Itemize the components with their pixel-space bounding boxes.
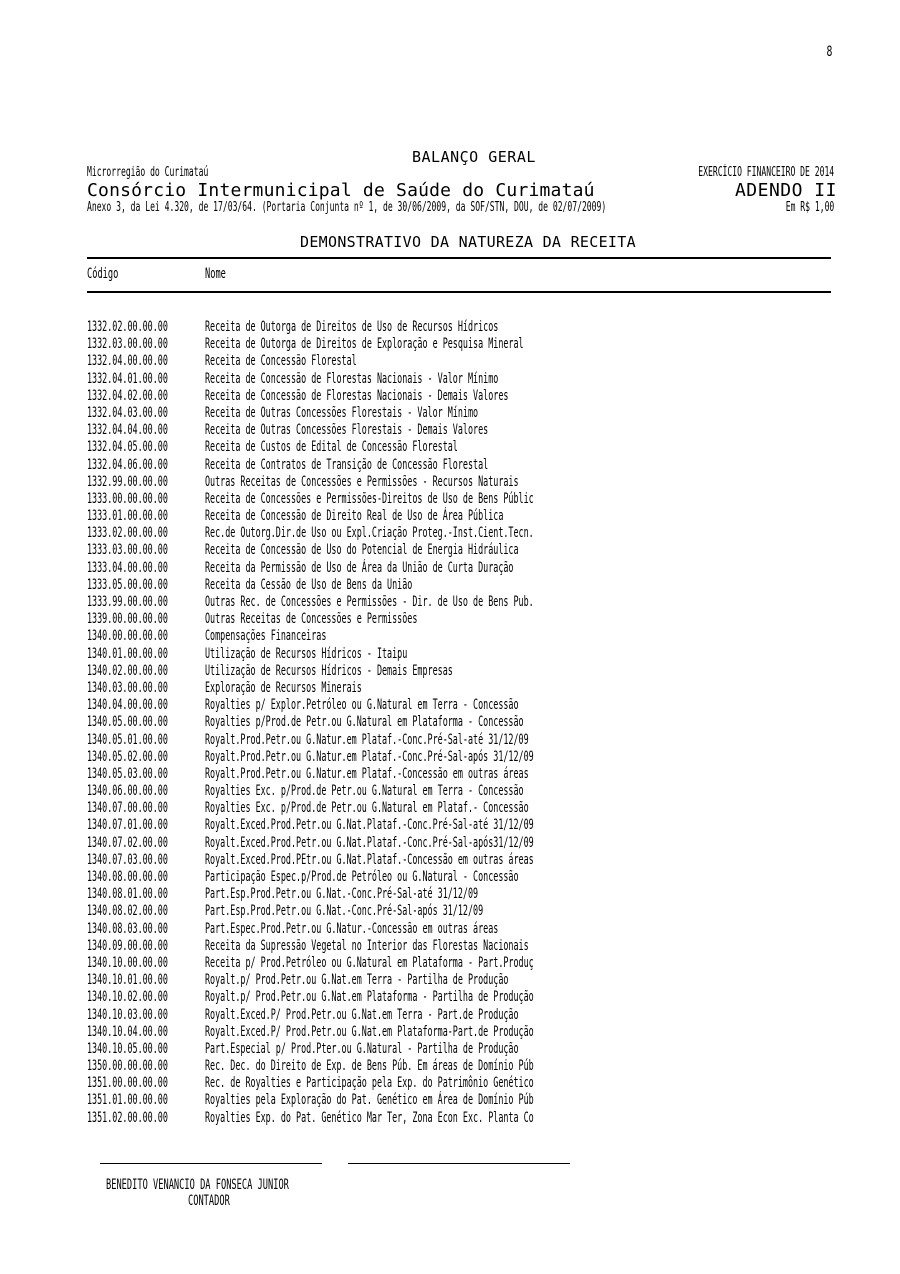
revenue-code: 1340.05.03.00.00 [87, 765, 168, 782]
table-row [87, 1110, 847, 1127]
fiscal-year-label: EXERCÍCIO FINANCEIRO DE 2014 [698, 165, 834, 180]
region-label: Microrregião do Curimataú [87, 165, 209, 180]
addendum-label: ADENDO II [734, 180, 837, 201]
table-row [87, 938, 847, 955]
table-row [87, 560, 847, 577]
table-row [87, 542, 847, 559]
signer-role: CONTADOR [188, 1193, 230, 1209]
report-title: DEMONSTRATIVO DA NATUREZA DA RECEITA [300, 233, 636, 251]
revenue-code: 1340.10.02.00.00 [87, 989, 168, 1006]
table-row [87, 1007, 847, 1024]
table-row [87, 835, 847, 852]
revenue-name: Royalt.Exced.Prod.PEtr.ou G.Nat.Plataf.-Concessão em outras áreas [205, 851, 534, 868]
revenue-code: 1333.01.00.00.00 [87, 508, 168, 525]
table-row [87, 1024, 847, 1041]
table-row [87, 525, 847, 542]
revenue-name: Receita de Concessão de Uso do Potencial de Energia Hidráulica [205, 542, 519, 559]
revenue-code: 1340.10.01.00.00 [87, 972, 168, 989]
revenue-code: 1340.05.02.00.00 [87, 748, 168, 765]
table-row [87, 732, 847, 749]
revenue-table-body [87, 319, 847, 1127]
revenue-name: Receita de Concessão de Direito Real de Uso de Área Pública [205, 508, 504, 525]
table-row [87, 491, 847, 508]
revenue-name: Rec. Dec. do Direito de Exp. de Bens Púb. Em áreas de Domínio Púb [205, 1058, 534, 1075]
revenue-code: 1332.04.01.00.00 [87, 370, 168, 387]
revenue-code: 1340.10.00.00.00 [87, 954, 168, 971]
revenue-code: 1340.05.00.00.00 [87, 714, 168, 731]
revenue-name: Receita de Contratos de Transição de Concessão Florestal [205, 456, 489, 473]
revenue-name: Royalt.Prod.Petr.ou G.Natur.em Plataf.-Concessão em outras áreas [205, 765, 529, 782]
revenue-code: 1351.02.00.00.00 [87, 1109, 168, 1126]
table-row [87, 1041, 847, 1058]
revenue-name: Outras Receitas de Concessões e Permissões - Recursos Naturais [205, 473, 519, 490]
revenue-name: Part.Especial p/ Prod.Pter.ou G.Natural - Partilha de Produção [205, 1040, 519, 1057]
document-title: BALANÇO GERAL [412, 148, 536, 166]
revenue-name: Part.Esp.Prod.Petr.ou G.Nat.-Conc.Pré-Sal-após 31/12/09 [205, 903, 484, 920]
table-row [87, 989, 847, 1006]
table-row [87, 800, 847, 817]
table-row [87, 646, 847, 663]
table-row [87, 714, 847, 731]
revenue-name: Receita de Concessão de Florestas Nacionais - Demais Valores [205, 387, 509, 404]
table-row [87, 594, 847, 611]
revenue-code: 1332.04.02.00.00 [87, 387, 168, 404]
revenue-code: 1340.07.01.00.00 [87, 817, 168, 834]
signature-line-left [100, 1163, 322, 1164]
table-row [87, 611, 847, 628]
table-row [87, 336, 847, 353]
revenue-name: Royalties Exp. do Pat. Genético Mar Ter, Zona Econ Exc. Planta Co [205, 1109, 534, 1126]
revenue-code: 1340.02.00.00.00 [87, 662, 168, 679]
table-row [87, 955, 847, 972]
revenue-code: 1333.02.00.00.00 [87, 525, 168, 542]
revenue-code: 1340.00.00.00.00 [87, 628, 168, 645]
revenue-code: 1340.08.03.00.00 [87, 920, 168, 937]
revenue-code: 1332.03.00.00.00 [87, 336, 168, 353]
revenue-name: Royalt.Exced.Prod.Petr.ou G.Nat.Plataf.-Conc.Pré-Sal-após31/12/09 [205, 834, 534, 851]
revenue-name: Royalties p/ Explor.Petróleo ou G.Natural em Terra - Concessão [205, 697, 519, 714]
revenue-name: Receita da Cessão de Uso de Bens da União [205, 576, 413, 593]
revenue-name: Royalties pela Exploração do Pat. Genético em Área de Domínio Púb [205, 1092, 534, 1109]
revenue-name: Royalties Exc. p/Prod.de Petr.ou G.Natural em Plataf.- Concessão [205, 800, 529, 817]
revenue-name: Part.Esp.Prod.Petr.ou G.Nat.-Conc.Pré-Sal-até 31/12/09 [205, 886, 479, 903]
table-row [87, 749, 847, 766]
revenue-code: 1350.00.00.00.00 [87, 1058, 168, 1075]
revenue-code: 1340.07.00.00.00 [87, 800, 168, 817]
table-row [87, 439, 847, 456]
revenue-name: Receita de Custos de Edital de Concessão Florestal [205, 439, 458, 456]
entity-name: Consórcio Intermunicipal de Saúde do Curimataú [87, 180, 595, 201]
revenue-code: 1332.04.03.00.00 [87, 404, 168, 421]
table-row [87, 972, 847, 989]
revenue-code: 1333.99.00.00.00 [87, 594, 168, 610]
table-row [87, 508, 847, 525]
revenue-code: 1333.05.00.00.00 [87, 576, 168, 593]
revenue-code: 1332.04.05.00.00 [87, 439, 168, 456]
revenue-name: Receita de Concessões e Permissões-Direitos de Uso de Bens Públic [205, 490, 534, 507]
revenue-code: 1340.01.00.00.00 [87, 645, 168, 662]
revenue-name: Royalties Exc. p/Prod.de Petr.ou G.Natural em Terra - Concessão [205, 783, 524, 800]
revenue-name: Utilização de Recursos Hídricos - Demais Empresas [205, 662, 453, 679]
revenue-name: Receita de Outras Concessões Florestais - Valor Mínimo [205, 404, 479, 421]
revenue-code: 1340.10.03.00.00 [87, 1006, 168, 1023]
table-row [87, 783, 847, 800]
table-row [87, 680, 847, 697]
revenue-name: Compensações Financeiras [205, 628, 327, 645]
revenue-code: 1340.10.05.00.00 [87, 1040, 168, 1057]
revenue-name: Royalt.Prod.Petr.ou G.Natur.em Plataf.-Conc.Pré-Sal-até 31/12/09 [205, 731, 529, 748]
table-row [87, 474, 847, 491]
table-row [87, 422, 847, 439]
table-row [87, 886, 847, 903]
revenue-name: Participação Espec.p/Prod.de Petróleo ou G.Natural - Concessão [205, 869, 519, 885]
revenue-name: Rec. de Royalties e Participação pela Exp. do Patrimônio Genético [205, 1075, 534, 1092]
revenue-name: Receita de Concessão de Florestas Nacionais - Valor Mínimo [205, 370, 499, 387]
table-row [87, 921, 847, 938]
revenue-name: Royalt.Exced.P/ Prod.Petr.ou G.Nat.em Terra - Part.de Produção [205, 1006, 519, 1023]
page-number: 8 [826, 44, 832, 60]
revenue-name: Receita de Concessão Florestal [205, 353, 357, 370]
revenue-code: 1340.05.01.00.00 [87, 731, 168, 748]
table-row [87, 697, 847, 714]
revenue-code: 1340.08.02.00.00 [87, 903, 168, 920]
revenue-code: 1332.04.04.00.00 [87, 422, 168, 439]
header-rule-bottom [87, 291, 831, 293]
revenue-code: 1332.04.00.00.00 [87, 353, 168, 370]
revenue-code: 1333.03.00.00.00 [87, 542, 168, 559]
revenue-name: Utilização de Recursos Hídricos - Itaipu [205, 645, 408, 662]
legal-annex-reference: Anexo 3, da Lei 4.320, de 17/03/64. (Portaria Conjunta nº 1, de 30/06/2009, da SOF/STN, DOU, de 02/07/2009) [87, 200, 607, 215]
table-row [87, 319, 847, 336]
table-row [87, 1075, 847, 1092]
revenue-name: Outras Receitas de Concessões e Permissões [205, 611, 418, 628]
table-row [87, 1058, 847, 1075]
table-row [87, 1092, 847, 1109]
revenue-code: 1351.00.00.00.00 [87, 1075, 168, 1092]
revenue-code: 1332.02.00.00.00 [87, 319, 168, 335]
revenue-name: Receita de Outorga de Direitos de Uso de Recursos Hídricos [205, 319, 499, 335]
revenue-code: 1339.00.00.00.00 [87, 611, 168, 628]
table-row [87, 869, 847, 886]
revenue-name: Receita da Supressão Vegetal no Interior das Florestas Nacionais [205, 937, 529, 954]
table-row [87, 766, 847, 783]
column-header-name: Nome [205, 266, 226, 282]
signature-line-right [348, 1163, 570, 1164]
revenue-name: Royalties p/Prod.de Petr.ou G.Natural em Plataforma - Concessão [205, 714, 524, 731]
revenue-name: Royalt.p/ Prod.Petr.ou G.Nat.em Terra - Partilha de Produção [205, 972, 509, 989]
table-row [87, 388, 847, 405]
revenue-code: 1340.03.00.00.00 [87, 679, 168, 696]
revenue-name: Receita de Outras Concessões Florestais - Demais Valores [205, 422, 489, 439]
table-row [87, 628, 847, 645]
table-row [87, 903, 847, 920]
revenue-code: 1340.04.00.00.00 [87, 697, 168, 714]
table-row [87, 371, 847, 388]
table-row [87, 852, 847, 869]
revenue-name: Royalt.Exced.P/ Prod.Petr.ou G.Nat.em Plataforma-Part.de Produção [205, 1023, 534, 1040]
signer-name: BENEDITO VENANCIO DA FONSECA JUNIOR [106, 1177, 289, 1193]
header-rule-top [87, 257, 831, 259]
revenue-code: 1332.99.00.00.00 [87, 473, 168, 490]
revenue-code: 1340.08.01.00.00 [87, 886, 168, 903]
revenue-name: Receita de Outorga de Direitos de Exploração e Pesquisa Mineral [205, 336, 524, 353]
table-row [87, 405, 847, 422]
revenue-code: 1340.07.02.00.00 [87, 834, 168, 851]
revenue-name: Royalt.Prod.Petr.ou G.Natur.em Plataf.-Conc.Pré-Sal-após 31/12/09 [205, 748, 534, 765]
revenue-name: Receita da Permissão de Uso de Área da União de Curta Duração [205, 559, 514, 576]
revenue-code: 1340.07.03.00.00 [87, 851, 168, 868]
revenue-code: 1333.04.00.00.00 [87, 559, 168, 576]
table-row [87, 663, 847, 680]
revenue-code: 1332.04.06.00.00 [87, 456, 168, 473]
revenue-name: Part.Espec.Prod.Petr.ou G.Natur.-Concessão em outras áreas [205, 920, 499, 937]
revenue-code: 1340.06.00.00.00 [87, 783, 168, 800]
revenue-name: Outras Rec. de Concessões e Permissões - Dir. de Uso de Bens Pub. [205, 594, 534, 610]
revenue-name: Rec.de Outorg.Dir.de Uso ou Expl.Criação Proteg.-Inst.Cient.Tecn. [205, 525, 534, 542]
revenue-name: Receita p/ Prod.Petróleo ou G.Natural em Plataforma - Part.Produç [205, 954, 534, 971]
revenue-name: Royalt.Exced.Prod.Petr.ou G.Nat.Plataf.-Conc.Pré-Sal-até 31/12/09 [205, 817, 534, 834]
revenue-code: 1340.08.00.00.00 [87, 869, 168, 885]
revenue-name: Exploração de Recursos Minerais [205, 679, 362, 696]
revenue-name: Royalt.p/ Prod.Petr.ou G.Nat.em Plataforma - Partilha de Produção [205, 989, 534, 1006]
table-row [87, 353, 847, 370]
revenue-code: 1340.10.04.00.00 [87, 1023, 168, 1040]
revenue-code: 1333.00.00.00.00 [87, 490, 168, 507]
revenue-code: 1340.09.00.00.00 [87, 937, 168, 954]
revenue-code: 1351.01.00.00.00 [87, 1092, 168, 1109]
currency-unit: Em R$ 1,00 [785, 200, 834, 215]
table-row [87, 457, 847, 474]
column-header-code: Código [87, 266, 119, 282]
table-row [87, 577, 847, 594]
table-row [87, 817, 847, 834]
